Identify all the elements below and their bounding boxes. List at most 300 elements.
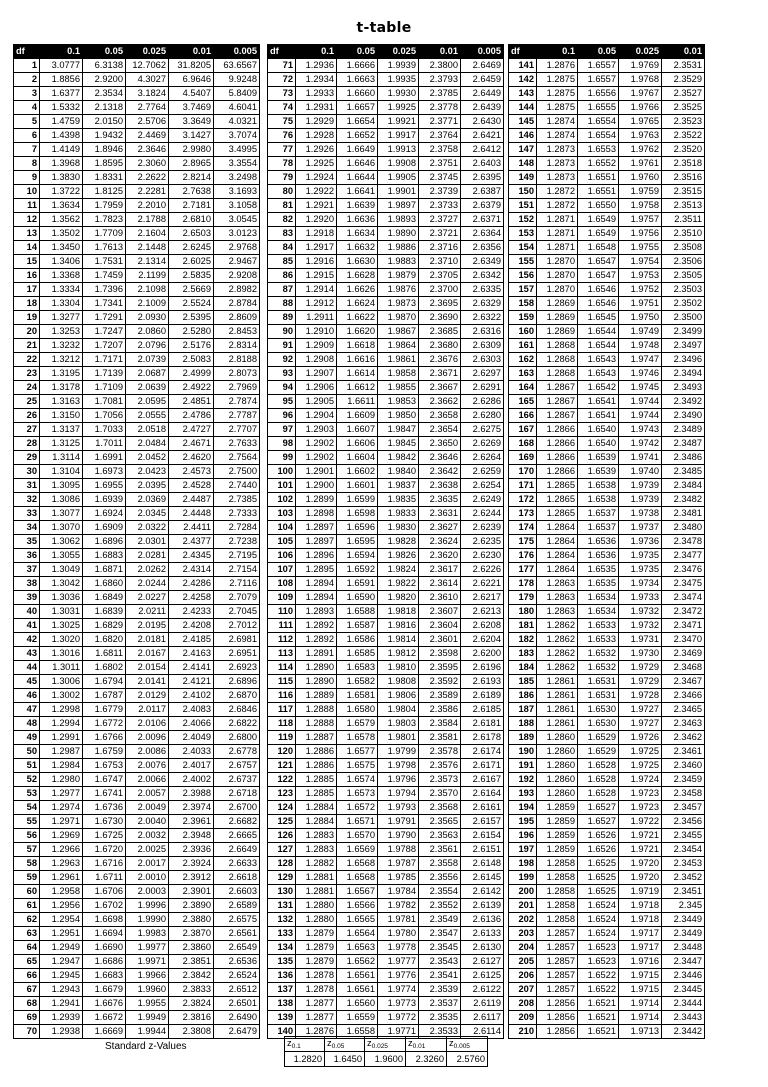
value-cell: 1.4759: [40, 115, 83, 129]
value-cell: 2.3462: [662, 731, 705, 745]
value-cell: 1.9799: [378, 745, 419, 759]
value-cell: 1.2951: [40, 927, 83, 941]
value-cell: 1.6582: [337, 675, 378, 689]
table-row: [268, 661, 504, 675]
value-cell: 2.0096: [126, 731, 169, 745]
value-cell: 1.9718: [619, 913, 662, 927]
value-cell: 1.6587: [337, 619, 378, 633]
df-cell: 64: [14, 941, 40, 955]
value-cell: 1.9955: [126, 997, 169, 1011]
z-header-row: [285, 1037, 488, 1052]
df-cell: 65: [14, 955, 40, 969]
value-cell: 2.3554: [419, 885, 461, 899]
value-cell: 2.4528: [169, 479, 214, 493]
value-cell: 1.9905: [378, 171, 419, 185]
table-row: [14, 143, 260, 157]
value-cell: 2.8453: [214, 325, 260, 339]
value-cell: 1.3020: [40, 633, 83, 647]
df-cell: 25: [14, 395, 40, 409]
value-cell: 2.6297: [461, 367, 504, 381]
header-alpha: 0.025: [619, 45, 662, 59]
value-cell: 3.1824: [126, 87, 169, 101]
value-cell: 2.3581: [419, 731, 461, 745]
value-cell: 5.8409: [214, 87, 260, 101]
df-cell: 21: [14, 339, 40, 353]
value-cell: 1.6583: [337, 661, 378, 675]
df-cell: 173: [509, 507, 537, 521]
value-cell: 1.6690: [83, 941, 126, 955]
df-cell: 43: [14, 647, 40, 661]
value-cell: 1.6973: [83, 465, 126, 479]
table-row: [14, 227, 260, 241]
value-cell: 1.2866: [537, 465, 578, 479]
value-cell: 3.1693: [214, 185, 260, 199]
value-cell: 2.6119: [461, 997, 504, 1011]
value-cell: 1.9717: [619, 927, 662, 941]
value-cell: 2.7564: [214, 451, 260, 465]
value-cell: 1.2878: [296, 969, 337, 983]
df-cell: 199: [509, 871, 537, 885]
value-cell: 2.3578: [419, 745, 461, 759]
value-cell: 1.2869: [537, 297, 578, 311]
value-cell: 1.2977: [40, 787, 83, 801]
value-cell: 1.9719: [619, 885, 662, 899]
value-cell: 2.6204: [461, 633, 504, 647]
value-cell: 1.9855: [378, 381, 419, 395]
table-row: [268, 927, 504, 941]
value-cell: 2.9208: [214, 269, 260, 283]
value-cell: 1.9794: [378, 787, 419, 801]
value-cell: 2.0141: [126, 675, 169, 689]
df-cell: 194: [509, 801, 537, 815]
value-cell: 1.2998: [40, 703, 83, 717]
value-cell: 1.6552: [578, 157, 619, 171]
value-cell: 1.6541: [578, 409, 619, 423]
value-cell: 1.9725: [619, 759, 662, 773]
table-row: [14, 899, 260, 913]
value-cell: 2.4049: [169, 731, 214, 745]
header-df: df: [509, 45, 537, 59]
value-cell: 1.6711: [83, 871, 126, 885]
value-cell: 1.6581: [337, 689, 378, 703]
df-cell: 48: [14, 717, 40, 731]
value-cell: 1.9761: [619, 157, 662, 171]
table-row: [14, 493, 260, 507]
table-row: [268, 227, 504, 241]
value-cell: 2.7195: [214, 549, 260, 563]
value-cell: 1.3114: [40, 451, 83, 465]
value-cell: 1.6716: [83, 857, 126, 871]
table-row: [268, 255, 504, 269]
value-cell: 2.3531: [662, 59, 705, 73]
table-row: [268, 143, 504, 157]
value-cell: 1.2893: [296, 605, 337, 619]
value-cell: 1.2887: [296, 731, 337, 745]
table-row: [14, 255, 260, 269]
value-cell: 1.6829: [83, 619, 126, 633]
df-cell: 66: [14, 969, 40, 983]
value-cell: 1.9713: [619, 1025, 662, 1039]
value-cell: 1.6736: [83, 801, 126, 815]
value-cell: 1.9966: [126, 969, 169, 983]
value-cell: 1.2867: [537, 381, 578, 395]
value-cell: 1.9876: [378, 283, 419, 297]
value-cell: 1.9793: [378, 801, 419, 815]
value-cell: 1.9861: [378, 353, 419, 367]
value-cell: 2.3545: [419, 941, 461, 955]
value-cell: 2.6536: [214, 955, 260, 969]
value-cell: 2.3515: [662, 185, 705, 199]
df-cell: 23: [14, 367, 40, 381]
value-cell: 1.6521: [578, 1011, 619, 1025]
table-row: [509, 521, 705, 535]
value-cell: 1.6578: [337, 731, 378, 745]
value-cell: 2.6430: [461, 115, 504, 129]
df-cell: 47: [14, 703, 40, 717]
value-cell: 1.2857: [537, 927, 578, 941]
df-cell: 46: [14, 689, 40, 703]
df-cell: 151: [509, 199, 537, 213]
df-cell: 132: [268, 913, 296, 927]
value-cell: 1.6622: [337, 311, 378, 325]
value-cell: 1.9747: [619, 353, 662, 367]
value-cell: 1.6547: [578, 269, 619, 283]
value-cell: 2.7787: [214, 409, 260, 423]
value-cell: 1.2856: [537, 997, 578, 1011]
table-row: [509, 899, 705, 913]
value-cell: 2.6459: [461, 73, 504, 87]
header-df: df: [268, 45, 296, 59]
value-cell: 2.3676: [419, 353, 461, 367]
value-cell: 6.3138: [83, 59, 126, 73]
table-row: [509, 297, 705, 311]
table-row: [509, 269, 705, 283]
df-cell: 27: [14, 423, 40, 437]
table-row: [268, 563, 504, 577]
value-cell: 1.9873: [378, 297, 419, 311]
value-cell: 1.6772: [83, 717, 126, 731]
value-cell: 1.6557: [578, 59, 619, 73]
value-cell: 1.2921: [296, 199, 337, 213]
value-cell: 1.2863: [537, 577, 578, 591]
value-cell: 1.6535: [578, 577, 619, 591]
table-row: [268, 493, 504, 507]
value-cell: 2.1788: [126, 213, 169, 227]
df-cell: 111: [268, 619, 296, 633]
df-cell: 119: [268, 731, 296, 745]
value-cell: 1.6624: [337, 297, 378, 311]
value-cell: 1.3195: [40, 367, 83, 381]
df-cell: 149: [509, 171, 537, 185]
value-cell: 2.3880: [169, 913, 214, 927]
value-cell: 1.9826: [378, 549, 419, 563]
value-cell: 4.0321: [214, 115, 260, 129]
value-cell: 1.9744: [619, 395, 662, 409]
value-cell: 1.6802: [83, 661, 126, 675]
value-cell: 1.2884: [296, 801, 337, 815]
df-cell: 123: [268, 787, 296, 801]
table-row: [14, 213, 260, 227]
value-cell: 2.3480: [662, 521, 705, 535]
value-cell: 2.3472: [662, 605, 705, 619]
value-cell: 1.7207: [83, 339, 126, 353]
header-alpha: 0.01: [662, 45, 705, 59]
value-cell: 1.6657: [337, 101, 378, 115]
table-row: [268, 703, 504, 717]
value-cell: 1.2861: [537, 689, 578, 703]
value-cell: 1.6534: [578, 591, 619, 605]
value-cell: 1.9757: [619, 213, 662, 227]
value-cell: 2.3523: [662, 115, 705, 129]
value-cell: 1.3049: [40, 563, 83, 577]
value-cell: 1.3502: [40, 227, 83, 241]
df-cell: 182: [509, 633, 537, 647]
value-cell: 1.9743: [619, 423, 662, 437]
value-cell: 2.3604: [419, 619, 461, 633]
value-cell: 2.3458: [662, 787, 705, 801]
value-cell: 2.1098: [126, 283, 169, 297]
value-cell: 63.6567: [214, 59, 260, 73]
df-cell: 122: [268, 773, 296, 787]
df-cell: 124: [268, 801, 296, 815]
value-cell: 1.8856: [40, 73, 83, 87]
value-cell: 1.6592: [337, 563, 378, 577]
value-cell: 2.5835: [169, 269, 214, 283]
value-cell: 2.3824: [169, 997, 214, 1011]
value-cell: 2.3446: [662, 969, 705, 983]
value-cell: 2.3646: [126, 143, 169, 157]
value-cell: 1.9750: [619, 311, 662, 325]
value-cell: 1.6556: [578, 87, 619, 101]
value-cell: 1.9723: [619, 787, 662, 801]
df-cell: 86: [268, 269, 296, 283]
value-cell: 1.9735: [619, 563, 662, 577]
value-cell: 1.6533: [578, 633, 619, 647]
value-cell: 1.9776: [378, 969, 419, 983]
df-cell: 108: [268, 577, 296, 591]
value-cell: 1.2871: [537, 213, 578, 227]
value-cell: 1.9755: [619, 241, 662, 255]
value-cell: 1.2860: [537, 745, 578, 759]
value-cell: 1.6567: [337, 885, 378, 899]
value-cell: 2.4286: [169, 577, 214, 591]
value-cell: 1.6533: [578, 619, 619, 633]
value-cell: 1.9818: [378, 605, 419, 619]
df-cell: 40: [14, 605, 40, 619]
table-row: [268, 899, 504, 913]
value-cell: 1.9730: [619, 647, 662, 661]
value-cell: 2.6196: [461, 661, 504, 675]
value-cell: 2.6213: [461, 605, 504, 619]
table-row: [509, 451, 705, 465]
df-cell: 177: [509, 563, 537, 577]
df-cell: 187: [509, 703, 537, 717]
value-cell: 2.0167: [126, 647, 169, 661]
value-cell: 1.2892: [296, 633, 337, 647]
value-cell: 2.4469: [126, 129, 169, 143]
df-cell: 61: [14, 899, 40, 913]
value-cell: 1.6626: [337, 283, 378, 297]
value-cell: 1.9847: [378, 423, 419, 437]
value-cell: 2.6235: [461, 535, 504, 549]
value-cell: 2.3535: [419, 1011, 461, 1025]
value-cell: 2.4922: [169, 381, 214, 395]
value-cell: 2.3543: [419, 955, 461, 969]
value-cell: 2.6130: [461, 941, 504, 955]
value-cell: 2.3457: [662, 801, 705, 815]
value-cell: 1.6554: [578, 129, 619, 143]
value-cell: 1.3042: [40, 577, 83, 591]
value-cell: 1.6551: [578, 171, 619, 185]
df-cell: 141: [509, 59, 537, 73]
table-row: [14, 269, 260, 283]
value-cell: 1.7056: [83, 409, 126, 423]
value-cell: 2.0066: [126, 773, 169, 787]
df-cell: 68: [14, 997, 40, 1011]
table-row: [14, 829, 260, 843]
value-cell: 2.7638: [169, 185, 214, 199]
value-cell: 1.3025: [40, 619, 83, 633]
table-row: [14, 395, 260, 409]
table-row: [509, 885, 705, 899]
value-cell: 2.3576: [419, 759, 461, 773]
df-cell: 49: [14, 731, 40, 745]
value-cell: 2.3539: [419, 983, 461, 997]
value-cell: 1.2875: [537, 87, 578, 101]
value-cell: 1.2864: [537, 549, 578, 563]
value-cell: 2.6254: [461, 479, 504, 493]
df-cell: 14: [14, 241, 40, 255]
value-cell: 1.2994: [40, 717, 83, 731]
value-cell: 2.6161: [461, 801, 504, 815]
table-row: [14, 381, 260, 395]
value-cell: 1.9714: [619, 1011, 662, 1025]
df-cell: 8: [14, 157, 40, 171]
df-cell: 179: [509, 591, 537, 605]
value-cell: 1.9781: [378, 913, 419, 927]
value-cell: 2.3469: [662, 647, 705, 661]
value-cell: 2.6259: [461, 465, 504, 479]
value-cell: 2.6167: [461, 773, 504, 787]
value-cell: 2.6208: [461, 619, 504, 633]
value-cell: 2.3948: [169, 829, 214, 843]
value-cell: 1.6554: [578, 115, 619, 129]
value-cell: 2.7385: [214, 493, 260, 507]
value-cell: 1.6579: [337, 717, 378, 731]
value-cell: 1.2891: [296, 647, 337, 661]
value-cell: 1.9971: [126, 955, 169, 969]
value-cell: 1.2903: [296, 423, 337, 437]
value-cell: 1.6606: [337, 437, 378, 451]
df-cell: 89: [268, 311, 296, 325]
value-cell: 1.9735: [619, 549, 662, 563]
table-row: [268, 115, 504, 129]
z-value-row: [285, 1052, 488, 1067]
value-cell: 1.6601: [337, 479, 378, 493]
value-cell: 2.3477: [662, 549, 705, 563]
value-cell: 1.2867: [537, 409, 578, 423]
z-value-cell: 2.5760: [447, 1052, 488, 1067]
table-row: [509, 479, 705, 493]
df-cell: 145: [509, 115, 537, 129]
value-cell: 1.6523: [578, 941, 619, 955]
df-cell: 84: [268, 241, 296, 255]
value-cell: 1.2969: [40, 829, 83, 843]
value-cell: 1.2871: [537, 227, 578, 241]
value-cell: 3.1058: [214, 199, 260, 213]
df-cell: 120: [268, 745, 296, 759]
value-cell: 1.6549: [578, 213, 619, 227]
value-cell: 1.2974: [40, 801, 83, 815]
value-cell: 1.6521: [578, 1025, 619, 1039]
value-cell: 2.7154: [214, 563, 260, 577]
value-cell: 1.2902: [296, 451, 337, 465]
df-cell: 93: [268, 367, 296, 381]
df-cell: 92: [268, 353, 296, 367]
value-cell: 2.4620: [169, 451, 214, 465]
value-cell: 2.6589: [214, 899, 260, 913]
value-cell: 1.9753: [619, 269, 662, 283]
value-cell: 2.3680: [419, 339, 461, 353]
table-row: [509, 339, 705, 353]
value-cell: 1.6730: [83, 815, 126, 829]
value-cell: 2.6127: [461, 955, 504, 969]
df-cell: 38: [14, 577, 40, 591]
value-cell: 1.9732: [619, 619, 662, 633]
value-cell: 2.3800: [419, 59, 461, 73]
value-cell: 2.0106: [126, 717, 169, 731]
table-row: [509, 997, 705, 1011]
df-cell: 195: [509, 815, 537, 829]
table-row: [509, 549, 705, 563]
value-cell: 1.2862: [537, 647, 578, 661]
value-cell: 1.7709: [83, 227, 126, 241]
value-cell: 1.7109: [83, 381, 126, 395]
table-row: [14, 185, 260, 199]
value-cell: 2.3484: [662, 479, 705, 493]
df-cell: 39: [14, 591, 40, 605]
z-header-cell: $z_{0.005}$: [447, 1037, 488, 1052]
df-cell: 139: [268, 1011, 296, 1025]
value-cell: 1.2925: [296, 157, 337, 171]
value-cell: 2.3816: [169, 1011, 214, 1025]
z-values-label: Standard z-Values: [105, 1041, 187, 1052]
table-row: [268, 801, 504, 815]
value-cell: 1.2934: [296, 73, 337, 87]
value-cell: 2.3558: [419, 857, 461, 871]
value-cell: 1.7081: [83, 395, 126, 409]
value-cell: 2.3475: [662, 577, 705, 591]
value-cell: 2.4185: [169, 633, 214, 647]
df-cell: 107: [268, 563, 296, 577]
value-cell: 1.8946: [83, 143, 126, 157]
table-row: [268, 87, 504, 101]
t-table-block-1: [13, 44, 260, 1039]
value-cell: 2.6122: [461, 983, 504, 997]
value-cell: 2.3489: [662, 423, 705, 437]
value-cell: 1.6536: [578, 535, 619, 549]
value-cell: 2.3705: [419, 269, 461, 283]
value-cell: 1.6618: [337, 339, 378, 353]
table-row: [14, 689, 260, 703]
value-cell: 1.2918: [296, 227, 337, 241]
value-cell: 1.2888: [296, 703, 337, 717]
value-cell: 1.2857: [537, 941, 578, 955]
value-cell: 1.9850: [378, 409, 419, 423]
value-cell: 1.2874: [537, 129, 578, 143]
df-cell: 103: [268, 507, 296, 521]
table-row: [509, 787, 705, 801]
